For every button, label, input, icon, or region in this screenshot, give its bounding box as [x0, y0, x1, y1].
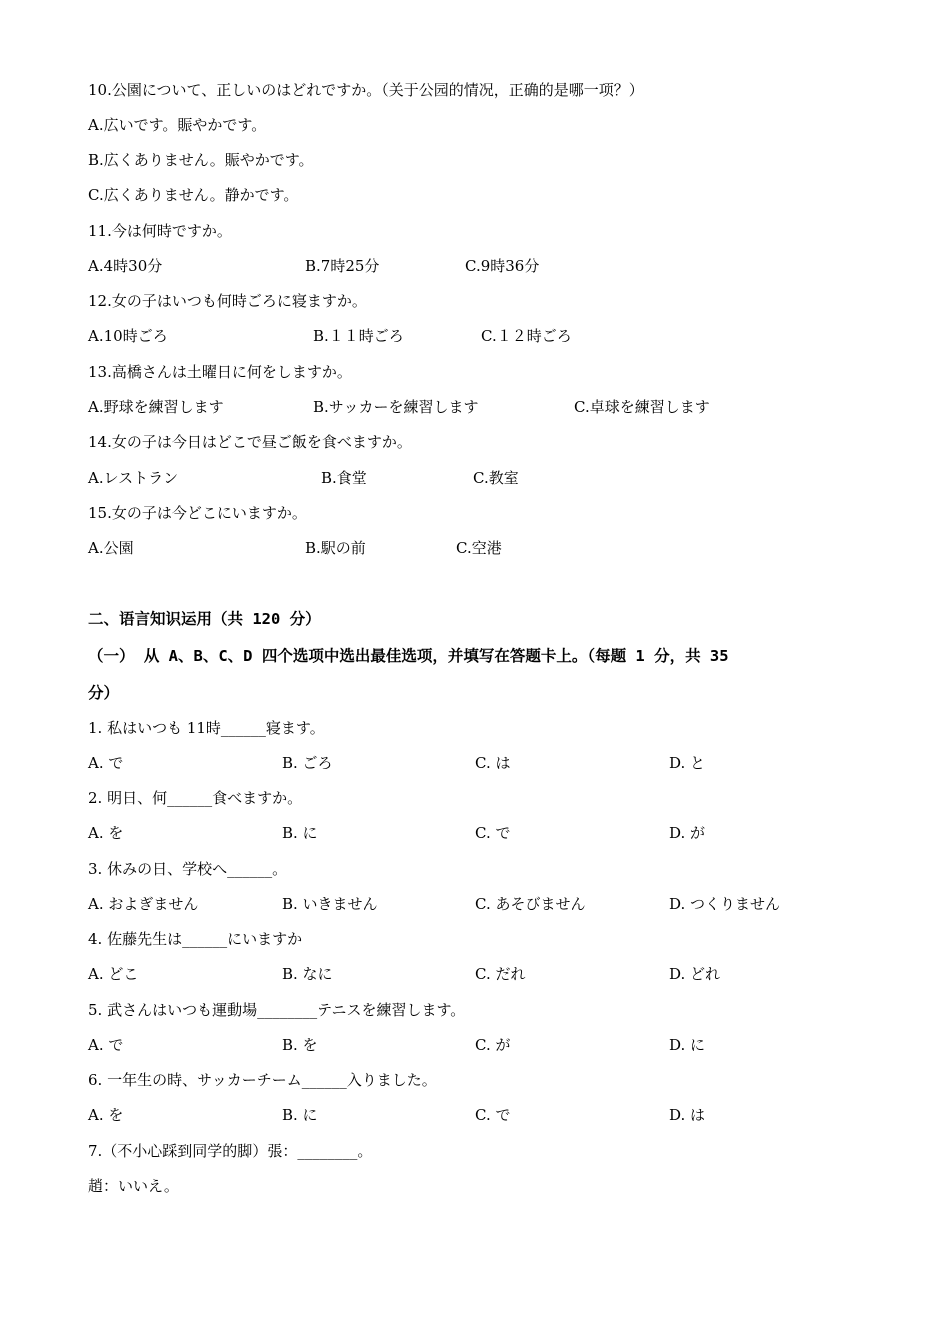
g2-option-b: B. に [282, 824, 318, 842]
g6-option-a: A. を [88, 1106, 124, 1124]
section-subtitle-line1: （一） 从 A、B、C、D 四个选项中选出最佳选项，并填写在答题卡上。（每题 1 分，共 35 [88, 647, 729, 665]
g1-option-d: D. と [669, 754, 706, 772]
q12-option-b: B.１１時ごろ [313, 327, 404, 345]
g1-option-b: B. ごろ [282, 754, 333, 772]
q15-option-a: A.公園 [88, 539, 134, 557]
g3-option-b: B. いきません [282, 895, 378, 913]
g2-option-c: C. で [475, 824, 511, 842]
g5-option-b: B. を [282, 1036, 318, 1054]
g3-option-d: D. つくりません [669, 895, 781, 913]
q12-option-a: A.10時ごろ [88, 327, 168, 345]
q14-option-a: A.レストラン [88, 469, 179, 487]
q11-option-c: C.9時36分 [465, 257, 540, 275]
q10-option-a: A.広いです。賑やかです。 [88, 116, 267, 134]
grammar-question-3: 3. 休みの日、学校へ______。 [88, 860, 288, 878]
grammar-question-6: 6. 一年生の時、サッカーチーム______入りました。 [88, 1071, 437, 1089]
g4-option-b: B. なに [282, 965, 333, 983]
question-13: 13.高橋さんは土曜日に何をしますか。 [88, 363, 352, 381]
q10-option-b: B.広くありません。賑やかです。 [88, 151, 314, 169]
grammar-question-5: 5. 武さんはいつも運動場________テニスを練習します。 [88, 1001, 466, 1019]
g3-option-c: C. あそびません [475, 895, 586, 913]
g2-option-d: D. が [669, 824, 706, 842]
question-10: 10.公園について、正しいのはどれですか。（关于公园的情况，正确的是哪一项？） [88, 81, 644, 99]
grammar-question-7: 7.（不小心踩到同学的脚）張：________。 [88, 1142, 373, 1160]
g6-option-d: D. は [669, 1106, 706, 1124]
g1-option-a: A. で [88, 754, 124, 772]
grammar-question-2: 2. 明日、何______食べますか。 [88, 789, 303, 807]
question-14: 14.女の子は今日はどこで昼ご飯を食べますか。 [88, 433, 412, 451]
g6-option-c: C. で [475, 1106, 511, 1124]
q10-option-c: C.広くありません。静かです。 [88, 186, 299, 204]
g6-option-b: B. に [282, 1106, 318, 1124]
question-15: 15.女の子は今どこにいますか。 [88, 504, 307, 522]
q12-option-c: C.１２時ごろ [481, 327, 572, 345]
section-subtitle-line2: 分） [88, 684, 120, 702]
g5-option-c: C. が [475, 1036, 511, 1054]
section-title: 二、语言知识运用（共 120 分） [88, 610, 321, 628]
grammar-question-4: 4. 佐藤先生は______にいますか [88, 930, 303, 948]
q15-option-b: B.駅の前 [305, 539, 366, 557]
q14-option-b: B.食堂 [321, 469, 367, 487]
q13-option-b: B.サッカーを練習します [313, 398, 479, 416]
dialogue-reply: 趙：いいえ。 [88, 1177, 179, 1195]
grammar-question-1: 1. 私はいつも 11時______寝ます。 [88, 719, 325, 737]
q13-option-c: C.卓球を練習します [574, 398, 710, 416]
q15-option-c: C.空港 [456, 539, 502, 557]
g5-option-a: A. で [88, 1036, 124, 1054]
g4-option-c: C. だれ [475, 965, 526, 983]
q11-option-b: B.7時25分 [305, 257, 380, 275]
g4-option-a: A. どこ [88, 965, 139, 983]
question-11: 11.今は何時ですか。 [88, 222, 232, 240]
g3-option-a: A. およぎません [88, 895, 199, 913]
q13-option-a: A.野球を練習します [88, 398, 224, 416]
g4-option-d: D. どれ [669, 965, 721, 983]
q11-option-a: A.4時30分 [88, 257, 163, 275]
q14-option-c: C.教室 [473, 469, 519, 487]
question-12: 12.女の子はいつも何時ごろに寝ますか。 [88, 292, 367, 310]
g5-option-d: D. に [669, 1036, 706, 1054]
g1-option-c: C. は [475, 754, 511, 772]
g2-option-a: A. を [88, 824, 124, 842]
